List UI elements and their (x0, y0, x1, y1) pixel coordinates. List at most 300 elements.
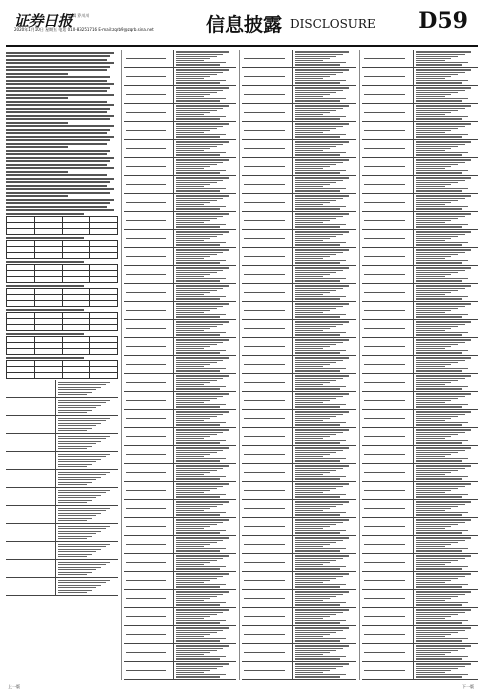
fund-description-line (176, 560, 217, 561)
fund-description-line (176, 586, 220, 587)
fund-description-line (416, 528, 445, 529)
fund-description-line (176, 672, 204, 673)
fund-name-line (126, 346, 166, 347)
text-line (6, 192, 110, 194)
fund-description (293, 608, 356, 625)
fund-description-line (295, 96, 323, 97)
fund-entry (242, 608, 356, 626)
fund-description-line (416, 472, 452, 473)
fund-description-line (416, 278, 468, 279)
fund-description-line (176, 144, 223, 145)
fund-description (174, 500, 236, 517)
fund-name-line (364, 670, 405, 671)
fund-description-line (416, 206, 468, 207)
fund-description-line (416, 422, 468, 423)
fund-description-line (416, 524, 458, 525)
fund-description-line (58, 562, 110, 563)
fund-description-line (58, 515, 96, 516)
fund-description-line (295, 51, 349, 52)
fund-description-line (416, 488, 458, 489)
fund-description-line (58, 472, 110, 473)
fund-description-line (416, 416, 458, 417)
fund-description (56, 578, 118, 595)
info-table-cell (62, 277, 90, 283)
fund-description-line (416, 252, 465, 253)
fund-description-line (176, 74, 217, 75)
info-table-cell (34, 349, 62, 355)
fund-description-line (295, 622, 340, 623)
info-table-row (7, 277, 118, 283)
fund-description-line (295, 202, 330, 203)
fund-entry (362, 410, 478, 428)
fund-description-line (58, 526, 110, 527)
fund-description-line (295, 272, 336, 273)
fund-description-line (416, 96, 445, 97)
info-table-cell (90, 229, 118, 235)
fund-description-line (295, 190, 340, 191)
fund-description-line (416, 346, 452, 347)
fund-name (6, 380, 56, 397)
fund-name-line (244, 544, 285, 545)
fund-description-line (176, 330, 204, 331)
fund-description-line (416, 76, 452, 77)
fund-description (414, 320, 478, 337)
fund-description-line (295, 136, 340, 137)
fund-description (293, 428, 356, 445)
fund-description-line (176, 434, 217, 435)
fund-description-line (176, 202, 210, 203)
fund-description-line (176, 303, 229, 304)
fund-description-line (295, 632, 336, 633)
fund-description (293, 158, 356, 175)
fund-description-line (295, 306, 343, 307)
fund-description-line (176, 360, 223, 361)
fund-name-line (126, 526, 166, 527)
fund-description-line (295, 213, 349, 214)
fund-name-line (126, 112, 166, 113)
fund-name (242, 230, 293, 247)
fund-description-line (416, 69, 471, 70)
fund-entry (362, 464, 478, 482)
fund-description (174, 320, 236, 337)
fund-description-line (58, 551, 96, 552)
fund-name (362, 176, 414, 193)
info-table-cell (34, 325, 62, 331)
fund-name (362, 68, 414, 85)
fund-description-line (416, 130, 452, 131)
fund-description-line (416, 154, 462, 155)
fund-description-line (416, 414, 465, 415)
fund-description-line (58, 556, 87, 557)
fund-name-line (244, 202, 285, 203)
info-table-cell (7, 253, 35, 259)
text-line (6, 94, 114, 96)
fund-description-line (416, 344, 458, 345)
text-line (6, 69, 107, 71)
fund-description-line (176, 231, 229, 232)
fund-description-line (416, 82, 462, 83)
fund-entry (6, 470, 118, 488)
text-line (6, 132, 107, 134)
fund-description-line (58, 387, 101, 388)
fund-name (242, 338, 293, 355)
fund-description-line (295, 368, 346, 369)
fund-description-line (58, 528, 106, 529)
fund-entry (242, 518, 356, 536)
fund-name (362, 194, 414, 211)
fund-description-line (416, 638, 468, 639)
fund-description-line (176, 82, 220, 83)
fund-description-line (176, 630, 223, 631)
fund-description-line (176, 60, 204, 61)
fund-description (56, 524, 118, 541)
fund-description-line (176, 236, 217, 237)
fund-description (414, 464, 478, 481)
info-table-cell (62, 349, 90, 355)
info-table-row (7, 349, 118, 355)
fund-description (414, 194, 478, 211)
fund-description (174, 284, 236, 301)
info-table-cell (90, 373, 118, 379)
fund-description (56, 560, 118, 577)
fund-description (293, 644, 356, 661)
fund-description-line (58, 454, 110, 455)
fund-description-line (295, 126, 343, 127)
fund-entry (124, 446, 236, 464)
fund-name-line (244, 670, 285, 671)
fund-entry (242, 230, 356, 248)
info-table-cell (7, 229, 35, 235)
fund-description-line (295, 352, 340, 353)
fund-description (293, 248, 356, 265)
page-number: D59 (418, 8, 468, 34)
fund-entry (362, 68, 478, 86)
fund-description-line (295, 532, 340, 533)
fund-name-line (126, 616, 166, 617)
fund-description-line (416, 240, 445, 241)
fund-description-line (295, 386, 346, 387)
fund-description-line (176, 350, 226, 351)
fund-description-line (295, 460, 340, 461)
fund-description-line (176, 576, 223, 577)
fund-description-line (176, 454, 210, 455)
table-caption-line (6, 261, 84, 263)
fund-description-line (58, 531, 101, 532)
fund-description (414, 356, 478, 373)
fund-description-line (58, 459, 101, 460)
masthead-rule (6, 45, 478, 47)
fund-entry (124, 50, 236, 68)
fund-description-line (176, 598, 210, 599)
fund-description-line (416, 375, 471, 376)
fund-description-line (58, 572, 92, 573)
fund-description-line (295, 614, 336, 615)
fund-description (414, 518, 478, 535)
fund-description-line (176, 262, 220, 263)
fund-description-line (416, 368, 468, 369)
fund-name-line (126, 184, 166, 185)
fund-description-line (176, 148, 210, 149)
fund-description-line (416, 492, 445, 493)
fund-name (124, 338, 174, 355)
fund-name (6, 452, 56, 469)
fund-name-line (126, 328, 166, 329)
fund-description-line (295, 69, 349, 70)
fund-description-line (295, 152, 346, 153)
fund-description-line (295, 652, 330, 653)
fund-description-line (295, 159, 349, 160)
fund-name-line (364, 436, 405, 437)
fund-description-line (176, 298, 220, 299)
fund-description-line (416, 411, 471, 412)
fund-description-line (295, 650, 336, 651)
fund-description-line (416, 564, 445, 565)
text-line (6, 164, 107, 166)
fund-name (124, 320, 174, 337)
fund-description (293, 122, 356, 139)
fund-description-line (176, 54, 223, 55)
fund-description-line (176, 364, 210, 365)
fund-description-line (295, 224, 346, 225)
fund-description-line (176, 294, 204, 295)
fund-description-line (295, 422, 346, 423)
text-line (6, 87, 110, 89)
fund-name-line (126, 508, 166, 509)
fund-description-line (176, 308, 217, 309)
fund-description (414, 482, 478, 499)
fund-description-line (416, 123, 471, 124)
fund-description-line (416, 180, 465, 181)
fund-entry (362, 86, 478, 104)
fund-description-line (176, 94, 210, 95)
fund-description-line (295, 504, 343, 505)
fund-name-line (126, 598, 166, 599)
fund-entry (242, 590, 356, 608)
fund-description-line (58, 513, 101, 514)
fund-description-line (176, 668, 217, 669)
fund-description-line (176, 344, 217, 345)
fund-description-line (295, 663, 349, 664)
fund-description-line (295, 598, 330, 599)
fund-description-line (176, 558, 223, 559)
fund-description-line (176, 627, 229, 628)
text-line (6, 73, 68, 75)
fund-description-line (295, 512, 346, 513)
fund-name-line (126, 580, 166, 581)
fund-name-line (364, 562, 405, 563)
fund-entry (124, 374, 236, 392)
fund-description-line (176, 136, 220, 137)
fund-description-line (176, 474, 204, 475)
fund-description-line (416, 578, 458, 579)
fund-description-line (295, 285, 349, 286)
fund-description-line (295, 454, 330, 455)
fund-name-line (364, 454, 405, 455)
fund-description-line (295, 452, 336, 453)
text-line (6, 209, 114, 211)
fund-description-line (295, 514, 340, 515)
fund-description-line (416, 126, 465, 127)
fund-entry (362, 446, 478, 464)
text-line (6, 153, 107, 155)
info-table (6, 312, 118, 331)
fund-entry (242, 338, 356, 356)
fund-description-line (295, 278, 346, 279)
fund-description-line (176, 312, 204, 313)
fund-description-line (58, 461, 96, 462)
fund-description (414, 608, 478, 625)
fund-description-line (416, 58, 452, 59)
fund-description-line (176, 638, 226, 639)
fund-description-line (176, 384, 204, 385)
fund-description-line (176, 128, 217, 129)
fund-name-line (126, 166, 166, 167)
fund-description-line (416, 188, 468, 189)
fund-description-line (176, 339, 229, 340)
fund-description-line (416, 170, 468, 171)
fund-description-line (416, 272, 458, 273)
fund-description-line (176, 472, 210, 473)
fund-description-line (295, 328, 330, 329)
fund-entry (362, 428, 478, 446)
fund-entry (242, 122, 356, 140)
fund-description (414, 590, 478, 607)
fund-description-line (176, 208, 220, 209)
fund-description-line (416, 190, 462, 191)
info-table-cell (34, 373, 62, 379)
fund-name (362, 140, 414, 157)
fund-description-line (295, 578, 336, 579)
fund-description-line (295, 468, 343, 469)
fund-description-line (176, 542, 217, 543)
fund-entry (362, 302, 478, 320)
fund-description-line (416, 249, 471, 250)
fund-description-line (295, 488, 336, 489)
fund-description-line (416, 580, 452, 581)
fund-entry (242, 104, 356, 122)
fund-name-line (244, 508, 285, 509)
fund-name-line (244, 292, 285, 293)
fund-description-line (58, 456, 106, 457)
fund-description-line (416, 558, 465, 559)
fund-description-line (416, 136, 462, 137)
info-table-row (7, 253, 118, 259)
fund-description-line (295, 674, 346, 675)
fund-entry (124, 410, 236, 428)
fund-entry (124, 176, 236, 194)
fund-description-line (416, 532, 462, 533)
fund-description-line (176, 537, 229, 538)
text-line (6, 146, 68, 148)
fund-description-line (295, 591, 349, 592)
fund-entry (6, 398, 118, 416)
fund-description (414, 536, 478, 553)
fund-description-line (176, 316, 220, 317)
fund-description (174, 338, 236, 355)
fund-description-line (295, 204, 323, 205)
info-table (6, 264, 118, 283)
fund-name-line (364, 328, 405, 329)
fund-name (242, 248, 293, 265)
fund-description-line (176, 546, 204, 547)
fund-description-line (416, 591, 471, 592)
fund-entry (124, 194, 236, 212)
fund-description-line (416, 56, 458, 57)
fund-name (124, 446, 174, 463)
fund-description-line (176, 483, 229, 484)
fund-description-line (176, 346, 210, 347)
fund-description-line (416, 573, 471, 574)
fund-description-line (295, 434, 336, 435)
fund-entry (242, 86, 356, 104)
fund-description-line (295, 627, 349, 628)
fund-description-line (58, 574, 87, 575)
fund-name-line (126, 472, 166, 473)
fund-name (362, 518, 414, 535)
fund-description-line (416, 144, 465, 145)
fund-description (293, 68, 356, 85)
fund-name (124, 374, 174, 391)
fund-description-line (58, 412, 87, 413)
fund-description-line (416, 324, 465, 325)
fund-description (174, 248, 236, 265)
fund-description-line (295, 580, 330, 581)
fund-description-line (176, 470, 217, 471)
fund-description (56, 506, 118, 523)
fund-description-line (295, 544, 330, 545)
info-table-cell (62, 301, 90, 307)
fund-name (6, 506, 56, 523)
fund-name (242, 572, 293, 589)
fund-entry (362, 482, 478, 500)
fund-description-line (416, 274, 452, 275)
fund-description (414, 86, 478, 103)
fund-description-line (416, 468, 465, 469)
fund-name-line (244, 148, 285, 149)
fund-description-line (295, 438, 323, 439)
fund-description-line (176, 105, 229, 106)
fund-description-line (416, 490, 452, 491)
fund-entry (362, 122, 478, 140)
fund-description-line (295, 292, 330, 293)
fund-description (174, 230, 236, 247)
fund-description-line (416, 105, 471, 106)
fund-description-line (295, 526, 330, 527)
text-line (6, 143, 107, 145)
fund-description-line (295, 370, 340, 371)
fund-description-line (295, 537, 349, 538)
fund-description-line (295, 220, 330, 221)
fund-description-line (176, 654, 204, 655)
fund-name (124, 608, 174, 625)
fund-description-line (176, 78, 204, 79)
fund-entry (362, 176, 478, 194)
fund-description-line (295, 584, 346, 585)
fund-name (124, 266, 174, 283)
fund-description-line (416, 314, 468, 315)
fund-name (124, 176, 174, 193)
fund-entry (124, 356, 236, 374)
fund-description-line (416, 566, 468, 567)
fund-description-line (416, 622, 462, 623)
text-line (6, 90, 107, 92)
fund-description-line (295, 432, 343, 433)
fund-description-line (416, 442, 462, 443)
fund-description-line (176, 418, 210, 419)
fund-description-line (176, 270, 223, 271)
fund-description-line (416, 616, 452, 617)
fund-description (174, 626, 236, 643)
